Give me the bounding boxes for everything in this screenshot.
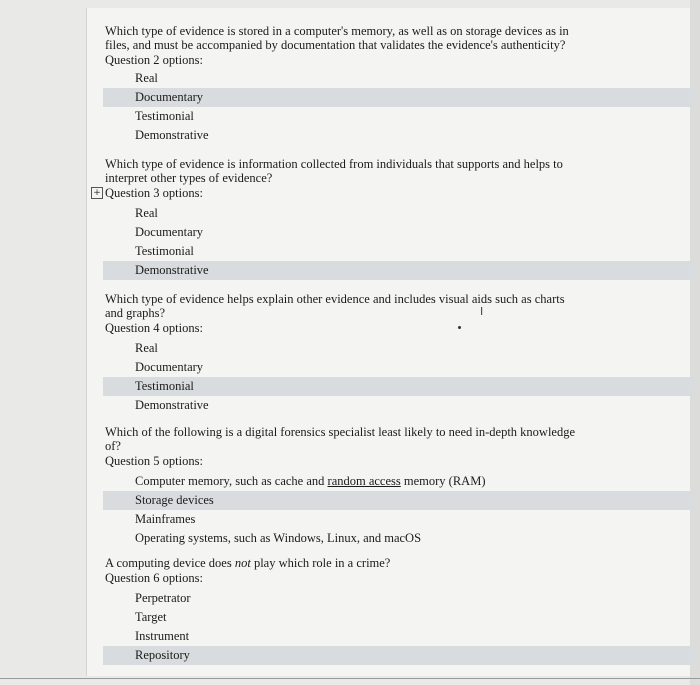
question-label: Question 2 options: [105, 53, 203, 67]
option-real[interactable]: Real [135, 206, 158, 220]
option-mainframes[interactable]: Mainframes [135, 512, 196, 526]
underlined-term: random access [327, 474, 401, 488]
question-text: A computing device does not play which role in a crime? [105, 556, 391, 570]
question-6 [105, 556, 585, 665]
cursor-dot [458, 326, 461, 329]
option-documentary[interactable]: Documentary [103, 88, 695, 107]
option-perpetrator[interactable]: Perpetrator [135, 591, 191, 605]
question-label: Question 4 options: [105, 321, 203, 335]
question-text: Which type of evidence helps explain other evidence and includes visual aids such as charts and graphs? [105, 292, 565, 320]
question-label: Question 5 options: [105, 454, 203, 468]
question-text: Which type of evidence is stored in a computer's memory, as well as on storage devices as in files, and must be accompanied by documentation that validates the evidence's authenticity? [105, 24, 569, 52]
option-storage-devices[interactable]: Storage devices [103, 491, 695, 510]
option-documentary[interactable]: Documentary [135, 360, 204, 374]
option-operating-systems[interactable]: Operating systems, such as Windows, Linux, and macOS [135, 531, 422, 545]
option-testimonial[interactable]: Testimonial [135, 109, 194, 123]
option-target[interactable]: Target [135, 610, 167, 624]
question-text: Which of the following is a digital forensics specialist least likely to need in-depth knowledge of? [105, 425, 576, 453]
option-testimonial[interactable]: Testimonial [103, 377, 695, 396]
question-2 [105, 24, 585, 145]
option-repository[interactable]: Repository [103, 646, 695, 665]
option-demonstrative[interactable]: Demonstrative [103, 261, 695, 280]
question-5 [105, 425, 585, 548]
option-testimonial[interactable]: Testimonial [135, 244, 194, 258]
option-real[interactable]: Real [135, 71, 158, 85]
question-4 [105, 292, 585, 415]
option-demonstrative[interactable]: Demonstrative [135, 128, 209, 142]
question-label: Question 6 options: [105, 571, 203, 585]
option-computer-memory[interactable]: Computer memory, such as cache and random access memory (RAM) [135, 474, 486, 488]
question-label: Question 3 options: [105, 186, 203, 200]
question-text: Which type of evidence is information collected from individuals that supports and helps to interpret other types of evidence? [105, 157, 563, 185]
option-instrument[interactable]: Instrument [135, 629, 190, 643]
option-real[interactable]: Real [135, 341, 158, 355]
option-documentary[interactable]: Documentary [135, 225, 204, 239]
text-cursor-icon: I [480, 305, 484, 318]
question-3 [93, 157, 585, 280]
plus-box-icon[interactable]: + [91, 187, 103, 199]
option-demonstrative[interactable]: Demonstrative [135, 398, 209, 412]
bottom-divider [0, 678, 700, 679]
